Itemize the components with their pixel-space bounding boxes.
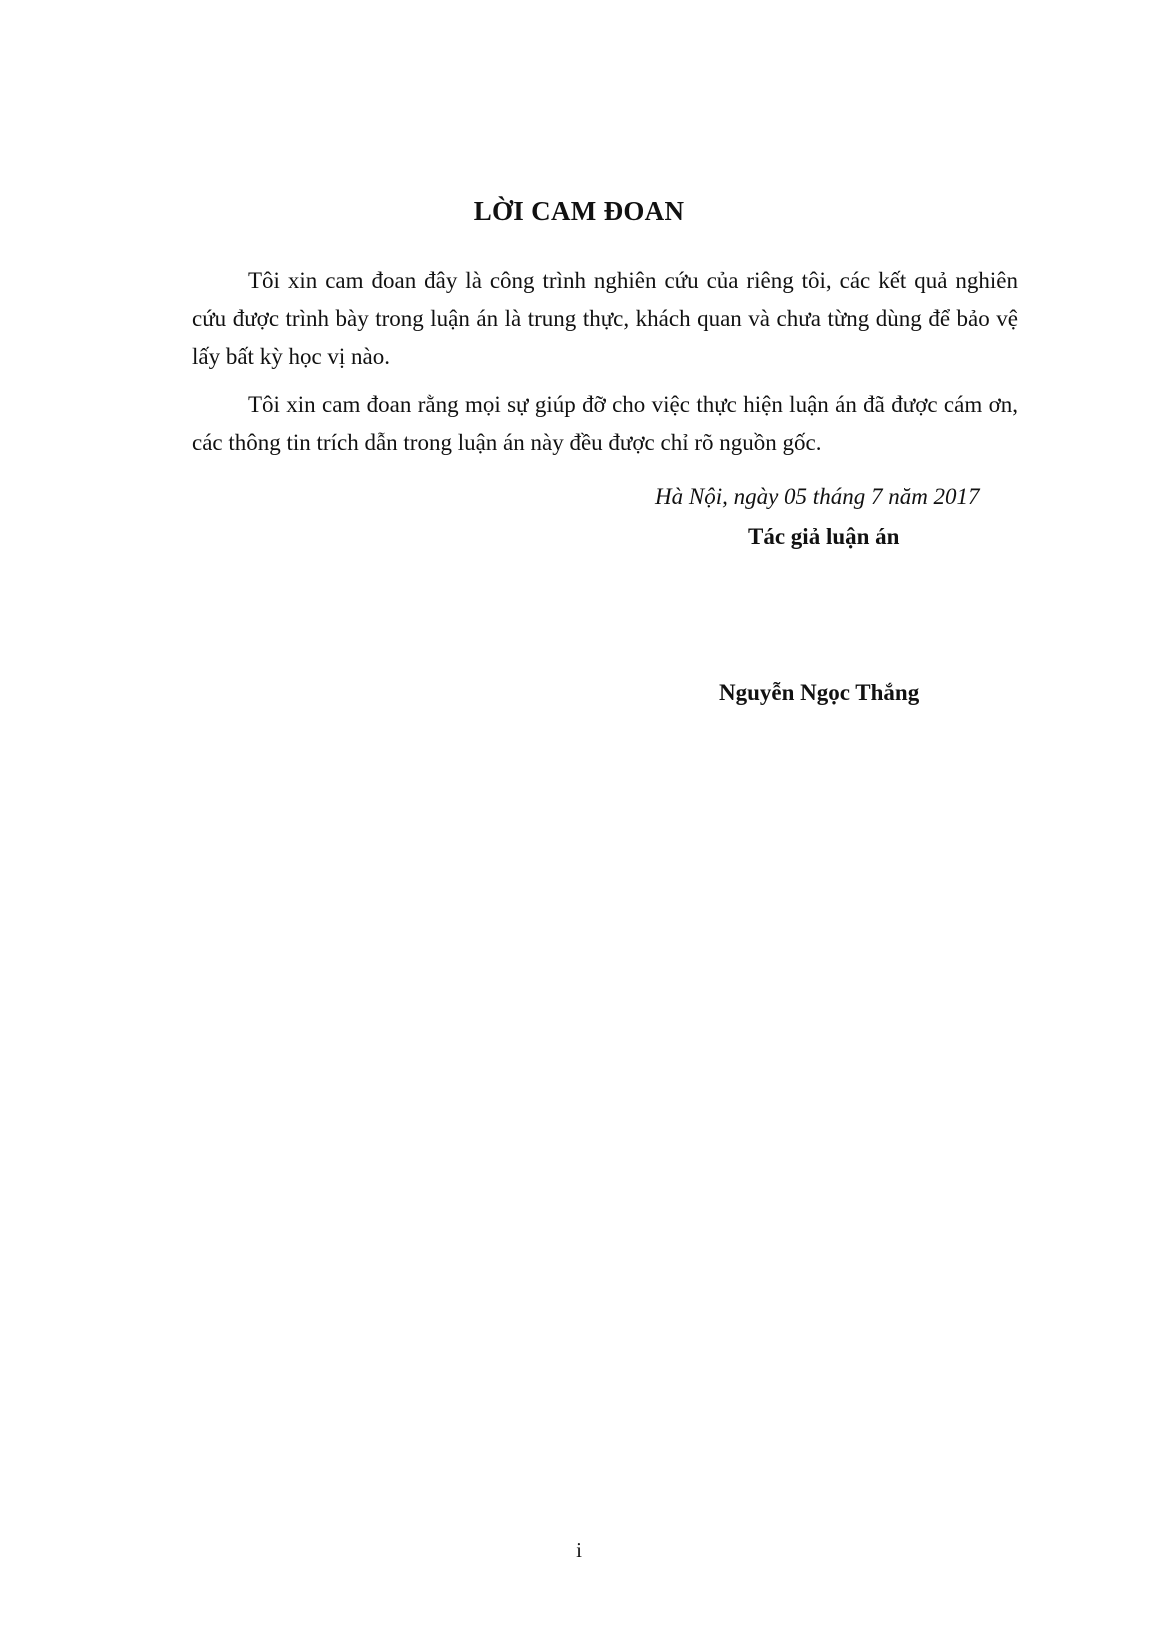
- author-label: Tác giả luận án: [748, 524, 900, 549]
- declaration-paragraph-1: Tôi xin cam đoan đây là công trình nghiên cứu của riêng tôi, các kết quả nghiên cứu được trình bày trong luận án là trung thực, khách quan và chưa từng dùng để bảo vệ lấy bất kỳ học vị nào.: [192, 268, 1018, 369]
- author-name: Nguyễn Ngọc Thắng: [719, 680, 920, 705]
- page-number: i: [576, 1538, 582, 1562]
- declaration-body: [192, 262, 1018, 472]
- page-title: LỜI CAM ĐOAN: [473, 196, 685, 226]
- declaration-paragraph-2: Tôi xin cam đoan rằng mọi sự giúp đỡ cho việc thực hiện luận án đã được cám ơn, các thông tin trích dẫn trong luận án này đều được chỉ rõ nguồn gốc.: [192, 392, 1018, 455]
- place-and-date: Hà Nội, ngày 05 tháng 7 năm 2017: [655, 484, 980, 509]
